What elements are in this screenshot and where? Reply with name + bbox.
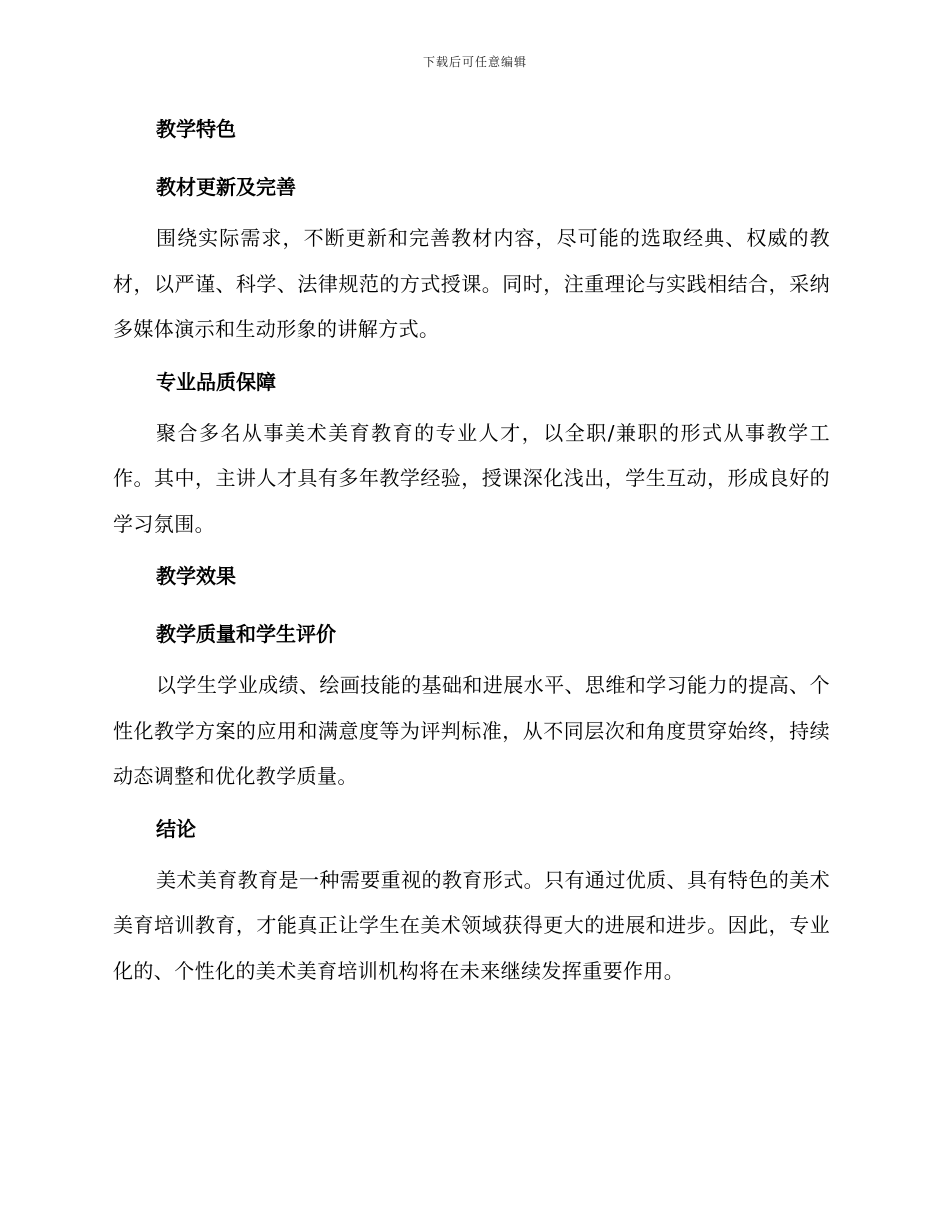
paragraph-quality-assurance: 聚合多名从事美术美育教育的专业人才，以全职/兼职的形式从事教学工作。其中，主讲人才具有多年教学经验，授课深化浅出，学生互动，形成良好的学习氛围。 <box>113 420 830 536</box>
section-heading-teaching-features: 教学特色 <box>156 117 236 141</box>
page-header: 下载后可任意编辑 <box>422 55 527 69</box>
subheading-quality-assurance: 专业品质保障 <box>156 369 276 394</box>
paragraph-conclusion: 美术美育教育是一种需要重视的教育形式。只有通过优质、具有特色的美术美育培训教育，才能真正让学生在美术领域获得更大的进展和进步。因此，专业化的、个性化的美术美育培训机构将在未来继续发挥重要作用。 <box>113 867 830 983</box>
document-body <box>113 112 830 994</box>
paragraph-textbook-update: 围绕实际需求，不断更新和完善教材内容，尽可能的选取经典、权威的教材，以严谨、科学、法律规范的方式授课。同时，注重理论与实践相结合，采纳多媒体演示和生动形象的讲解方式。 <box>113 226 830 341</box>
subheading-teaching-quality: 教学质量和学生评价 <box>156 622 336 646</box>
section-heading-teaching-effect: 教学效果 <box>156 564 236 588</box>
paragraph-teaching-quality: 以学生学业成绩、绘画技能的基础和进展水平、思维和学习能力的提高、个性化教学方案的应用和满意度等为评判标准，从不同层次和角度贯穿始终，持续动态调整和优化教学质量。 <box>113 673 830 788</box>
subheading-textbook-update: 教材更新及完善 <box>156 175 296 199</box>
section-heading-conclusion: 结论 <box>156 816 196 841</box>
